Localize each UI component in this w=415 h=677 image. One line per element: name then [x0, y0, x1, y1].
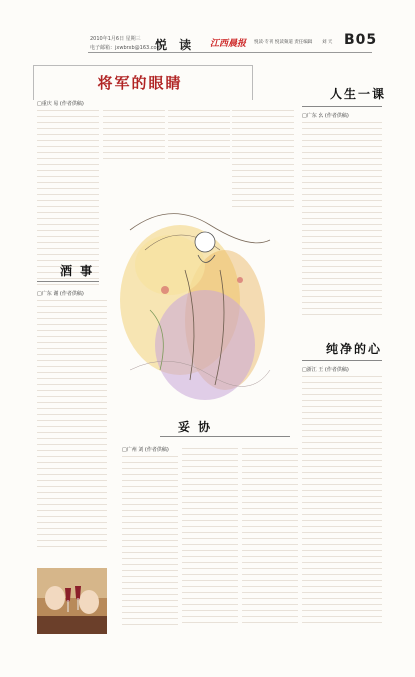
feature-text-col-2 [103, 108, 165, 168]
wine-byline: □广东 谢 (作者供稿) [37, 291, 84, 297]
brand-name: 江西晨报 [210, 39, 247, 49]
wine-text [37, 298, 107, 558]
life-byline: □广东 幺 (作者供稿) [302, 113, 349, 119]
compromise-text-col-3 [242, 446, 298, 630]
page-number: B05 [344, 32, 378, 48]
contact-email: 电子邮箱：jxwbrxb@163.com [90, 45, 162, 51]
pure-title-rule [302, 360, 382, 361]
pure-title: 纯净的心 [326, 342, 383, 356]
compromise-title-rule [160, 436, 290, 437]
feature-text-col-3 [168, 108, 230, 168]
compromise-title: 妥 协 [178, 420, 213, 434]
wine-photo [37, 568, 107, 634]
wine-title: 酒 事 [60, 264, 95, 278]
header-rule [88, 52, 372, 53]
issue-date: 2010年1月6日 星期三 [90, 36, 141, 42]
feature-illustration [110, 170, 280, 410]
compromise-text-col-2 [182, 446, 238, 630]
life-title-rule [302, 106, 382, 107]
compromise-text-col-1 [122, 454, 178, 630]
pure-text [302, 374, 382, 630]
header-menu: 悦读·专刊 悦读频道 责任编辑 [254, 40, 313, 45]
feature-byline: □重庆 易 (作者供稿) [37, 101, 84, 107]
wine-title-rule [37, 281, 99, 282]
pure-byline: □浙江 王 (作者供稿) [302, 367, 349, 373]
life-title: 人生一课 [330, 87, 387, 101]
compromise-byline: □广州 刘 (作者供稿) [122, 447, 169, 453]
feature-title: 将军的眼睛 [97, 74, 183, 92]
life-text [302, 120, 382, 325]
header-editors: 刘 天 [322, 40, 333, 45]
section-title: 悦 读 [155, 38, 196, 52]
